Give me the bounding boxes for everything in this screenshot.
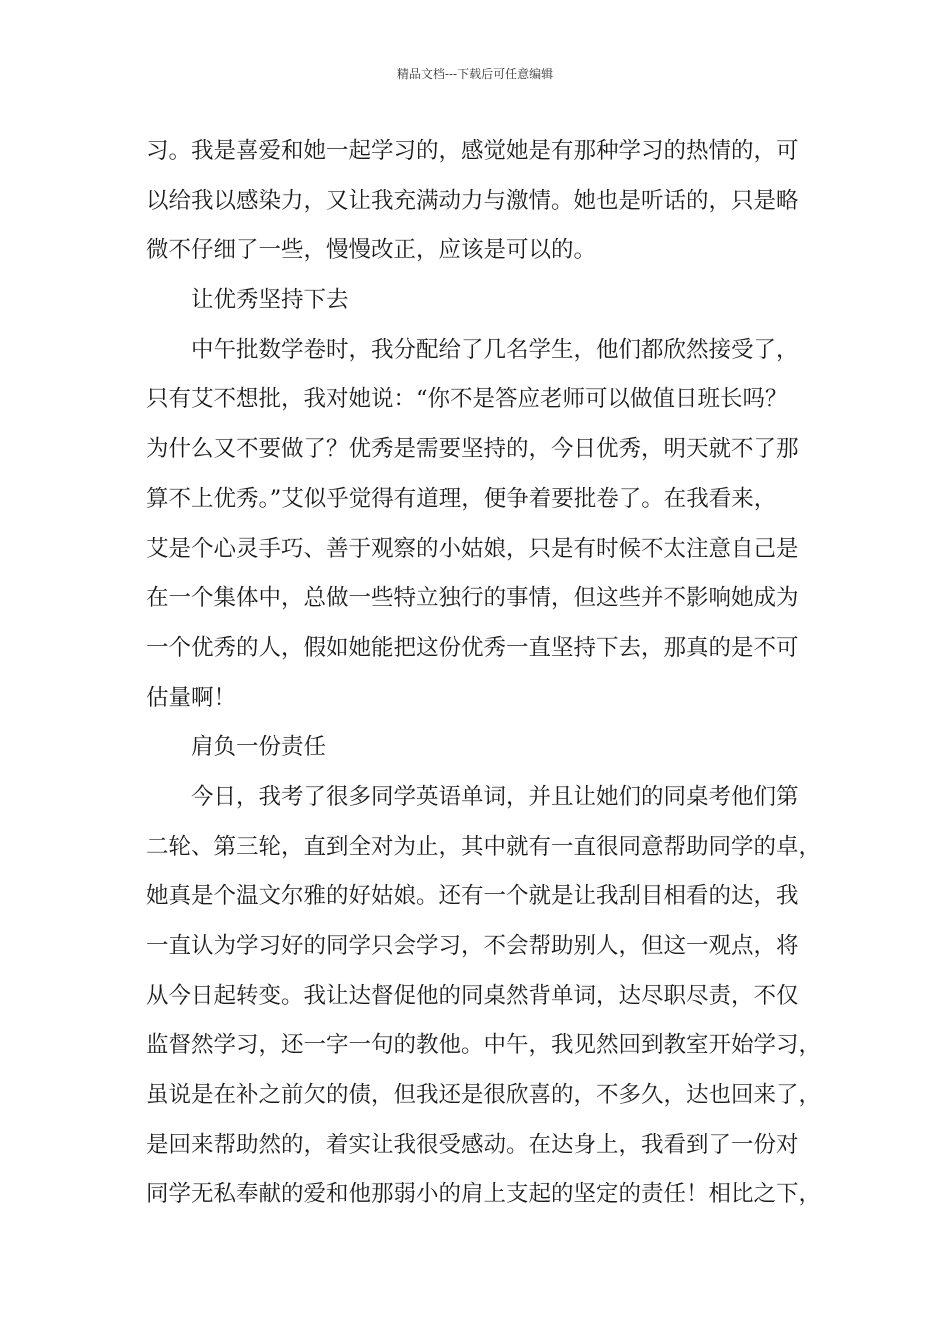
text-line: 估量啊！ [146,684,237,711]
text-line: 虽说是在补之前欠的债，但我还是很欣喜的，不多久，达也回来了， [146,1082,822,1109]
document-body [146,127,826,1220]
text-line: 艾是个心灵手巧、善于观察的小姑娘，只是有时候不太注意自己是 [146,535,799,562]
paragraph-start-line: 让优秀坚持下去 [191,287,349,314]
text-line: 算不上优秀。”艾似乎觉得有道理，便争着要批卷了。在我看来， [146,485,777,512]
text-line: 微不仔细了一些，慢慢改正，应该是可以的。 [146,237,597,264]
text-line: 从今日起转变。我让达督促他的同桌然背单词，达尽职尽责，不仅 [146,982,799,1009]
text-line: 同学无私奉献的爱和他那弱小的肩上支起的坚定的责任！相比之下， [146,1181,822,1208]
paragraph-start-line: 今日，我考了很多同学英语单词，并且让她们的同桌考他们第 [191,783,799,810]
paragraph-start-line: 中午批数学卷时，我分配给了几名学生，他们都欣然接受了， [191,336,799,363]
text-line: 监督然学习，还一字一句的教他。中午，我见然回到教室开始学习， [146,1032,822,1059]
text-line: 是回来帮助然的，着实让我很受感动。在达身上，我看到了一份对 [146,1131,799,1158]
text-line: 为什么又不要做了？优秀是需要坚持的，今日优秀，明天就不了那 [146,436,799,463]
page-header: 精品文档---下载后可任意编辑 [396,67,554,81]
text-line: 二轮、第三轮，直到全对为止，其中就有一直很同意帮助同学的卓， [146,833,822,860]
text-line: 一直认为学习好的同学只会学习，不会帮助别人，但这一观点，将 [146,933,799,959]
text-line: 习。我是喜爱和她一起学习的，感觉她是有那种学习的热情的，可 [146,138,799,164]
text-line: 只有艾不想批，我对她说：“你不是答应老师可以做值日班长吗？ [146,386,788,413]
text-line: 她真是个温文尔雅的好姑娘。还有一个就是让我刮目相看的达，我 [146,883,799,910]
paragraph-start-line: 肩负一份责任 [191,734,327,761]
text-line: 一个优秀的人，假如她能把这份优秀一直坚持下去，那真的是不可 [146,634,799,661]
text-line: 在一个集体中，总做一些特立独行的事情，但这些并不影响她成为 [146,585,799,612]
text-line: 以给我以感染力，又让我充满动力与激情。她也是听话的，只是略 [146,187,799,214]
